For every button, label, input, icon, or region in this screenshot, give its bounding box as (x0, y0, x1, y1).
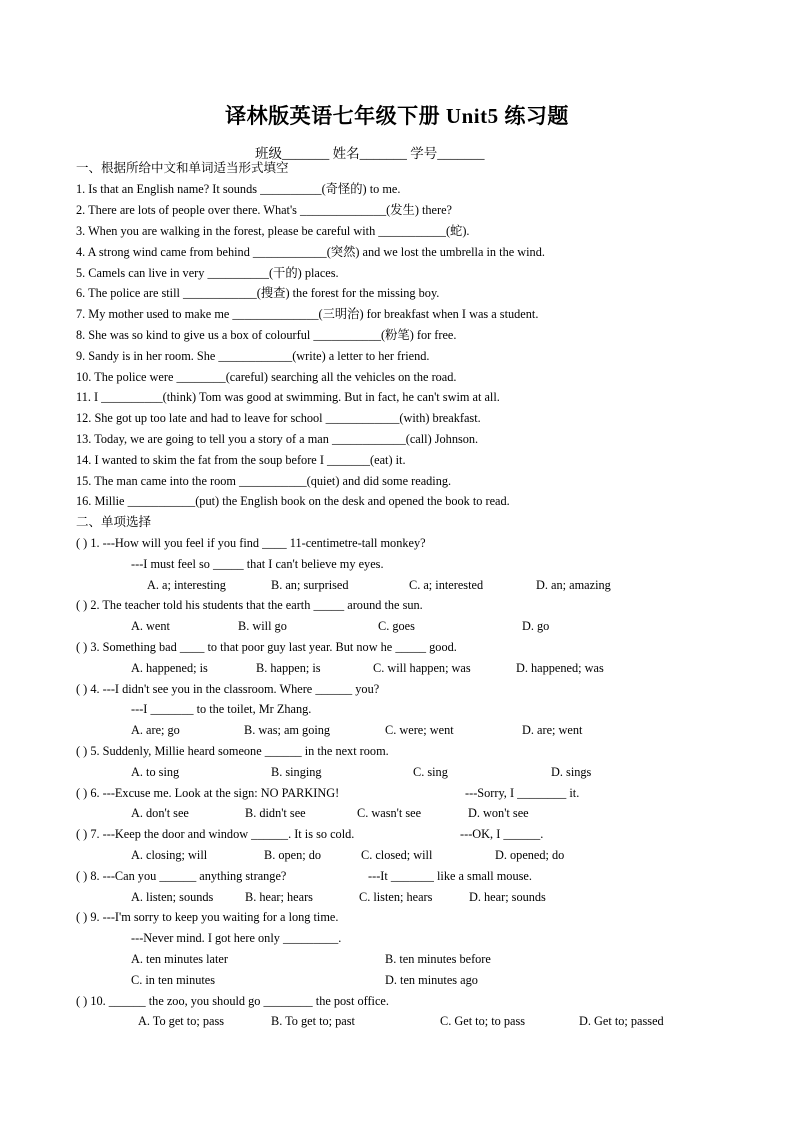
option: D. are; went (522, 723, 583, 737)
fill-item: 9. Sandy is in her room. She ____________(write) a letter to her friend. (76, 349, 430, 363)
option: D. Get to; passed (579, 1014, 664, 1028)
fill-item: 4. A strong wind came from behind ____________(突然) and we lost the umbrella in the wind. (76, 245, 545, 259)
option: C. a; interested (409, 578, 484, 592)
option: B. To get to; past (271, 1014, 355, 1028)
option: B. was; am going (244, 723, 331, 737)
option: B. didn't see (245, 806, 306, 820)
option: A. closing; will (131, 848, 208, 862)
student-info-line: 班级_______ 姓名_______ 学号_______ (255, 146, 485, 161)
question-stem: ( ) 5. Suddenly, Millie heard someone ______ in the next room. (76, 744, 389, 758)
fill-item: 11. I __________(think) Tom was good at swimming. But in fact, he can't swim at all. (76, 390, 500, 404)
fill-item: 16. Millie ___________(put) the English book on the desk and opened the book to read. (76, 494, 510, 508)
fill-item: 12. She got up too late and had to leave for school ____________(with) breakfast. (76, 411, 481, 425)
question-stem: ( ) 3. Something bad ____ to that poor guy last year. But now he _____ good. (76, 640, 457, 654)
option: B. open; do (264, 848, 322, 862)
question-stem-reply: ---Sorry, I ________ it. (465, 786, 580, 800)
option: D. go (522, 619, 550, 633)
option: D. won't see (468, 806, 529, 820)
option: A. ten minutes later (131, 952, 228, 966)
option: D. an; amazing (536, 578, 611, 592)
fill-item: 5. Camels can live in very __________(干的) places. (76, 266, 339, 280)
fill-item: 3. When you are walking in the forest, please be careful with ___________(蛇). (76, 224, 470, 238)
question-stem-reply: ---I _______ to the toilet, Mr Zhang. (131, 702, 312, 716)
question-stem: ( ) 10. ______ the zoo, you should go ________ the post office. (76, 994, 389, 1008)
section1-heading: 一、根据所给中文和单词适当形式填空 (76, 160, 289, 175)
question-stem: ( ) 7. ---Keep the door and window ______. It is so cold. (76, 827, 355, 841)
option: C. listen; hears (359, 890, 433, 904)
fill-item: 7. My mother used to make me ______________(三明治) for breakfast when I was a student. (76, 307, 539, 321)
option: A. listen; sounds (131, 890, 214, 904)
fill-item: 8. She was so kind to give us a box of colourful ___________(粉笔) for free. (76, 328, 457, 342)
question-stem-reply: ---OK, I ______. (460, 827, 544, 841)
option: B. singing (271, 765, 322, 779)
option: C. in ten minutes (131, 973, 216, 987)
option: B. happen; is (256, 661, 321, 675)
question-stem: ( ) 1. ---How will you feel if you find ____ 11-centimetre-tall monkey? (76, 536, 426, 550)
option: D. opened; do (495, 848, 565, 862)
question-stem-reply: ---I must feel so _____ that I can't believe my eyes. (131, 557, 384, 571)
question-stem: ( ) 4. ---I didn't see you in the classroom. Where ______ you? (76, 682, 380, 696)
fill-item: 10. The police were ________(careful) searching all the vehicles on the road. (76, 370, 457, 384)
question-stem: ( ) 6. ---Excuse me. Look at the sign: NO PARKING! (76, 786, 340, 800)
option: C. wasn't see (357, 806, 422, 820)
option: D. happened; was (516, 661, 604, 675)
option: A. are; go (131, 723, 180, 737)
option: C. were; went (385, 723, 454, 737)
section2-heading: 二、单项选择 (76, 514, 152, 529)
option: A. happened; is (131, 661, 208, 675)
question-stem: ( ) 2. The teacher told his students that the earth _____ around the sun. (76, 598, 423, 612)
option: B. an; surprised (271, 578, 349, 592)
option: D. sings (551, 765, 592, 779)
option: C. closed; will (361, 848, 433, 862)
option: A. a; interesting (147, 578, 226, 592)
option: C. goes (378, 619, 415, 633)
fill-item: 1. Is that an English name? It sounds __________(奇怪的) to me. (76, 182, 401, 196)
option: C. Get to; to pass (440, 1014, 526, 1028)
option: D. ten minutes ago (385, 973, 478, 987)
option: B. will go (238, 619, 287, 633)
option: A. don't see (131, 806, 189, 820)
option: B. hear; hears (245, 890, 313, 904)
option: C. sing (413, 765, 448, 779)
option: A. went (131, 619, 170, 633)
question-stem: ( ) 8. ---Can you ______ anything strange? (76, 869, 287, 883)
option: A. To get to; pass (138, 1014, 225, 1028)
question-stem-reply: ---It _______ like a small mouse. (368, 869, 532, 883)
fill-item: 15. The man came into the room ___________(quiet) and did some reading. (76, 474, 452, 488)
fill-item: 2. There are lots of people over there. What's ______________(发生) there? (76, 203, 453, 217)
option: A. to sing (131, 765, 180, 779)
fill-item: 6. The police are still ____________(搜查) the forest for the missing boy. (76, 286, 440, 300)
page-title: 译林版英语七年级下册 Unit5 练习题 (225, 104, 569, 128)
option: C. will happen; was (373, 661, 471, 675)
fill-item: 14. I wanted to skim the fat from the soup before I _______(eat) it. (76, 453, 406, 467)
question-stem: ( ) 9. ---I'm sorry to keep you waiting for a long time. (76, 910, 339, 924)
option: B. ten minutes before (385, 952, 491, 966)
option: D. hear; sounds (469, 890, 546, 904)
question-stem-reply: ---Never mind. I got here only _________. (131, 931, 342, 945)
fill-item: 13. Today, we are going to tell you a story of a man ____________(call) Johnson. (76, 432, 479, 446)
